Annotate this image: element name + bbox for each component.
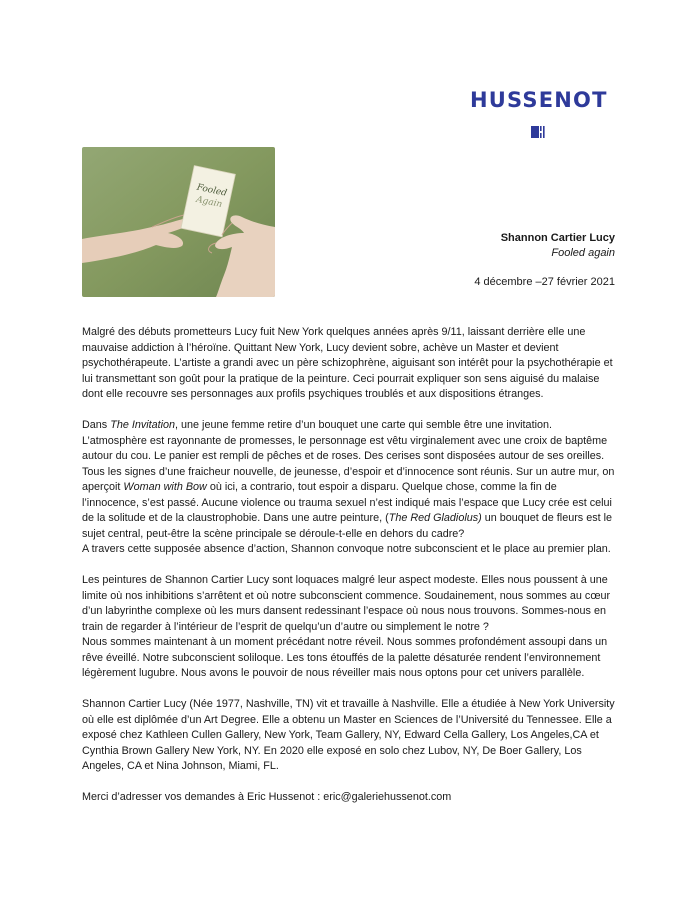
press-release-body xyxy=(82,325,616,821)
paragraph-biography: Shannon Cartier Lucy (Née 1977, Nashville, TN) vit et travaille à Nashville. Elle a étudiée à New York University où elle est diplômée d’un Art Degree. Elle a obtenu un Master en Sciences de l’Université du Tennessee. Elle a exposé chez Kathleen Cullen Gallery, New York, Team Gallery, NY, Edward Cella Gallery, Los Angeles,CA et Cynthia Brown Gallery New York, NY. En 2020 elle exposé en solo chez Lubov, NY, De Boer Gallery, Los Angeles, CA et Nina Johnson, Miami, FL. xyxy=(82,698,615,772)
exhibition-dates: 4 décembre –27 février 2021 xyxy=(474,276,615,288)
card-text-2: Again xyxy=(195,194,224,211)
exhibition-info xyxy=(474,231,615,290)
artwork-image xyxy=(82,147,275,297)
exhibition-title: Fooled again xyxy=(551,247,615,259)
paragraph-subconscious: A travers cette supposée absence d’action, Shannon convoque notre subconscient et le place au premier plan. xyxy=(82,543,611,555)
paragraph-labyrinth: Les peintures de Shannon Cartier Lucy sont loquaces malgré leur aspect modeste. Elles nous poussent à une limite où nos inhibitions s’arrêtent et où notre subconscient commence. Soudainement, nous sommes au cœur d’un labyrinthe complexe où les murs dansent redessinant l’espace où nous nous trouvons. Sommes-nous en train de regarder à l’intérieur de l’esprit de quelqu’un d’autre ou simplement le notre ? xyxy=(82,574,611,633)
gallery-logo: HUSSENOT xyxy=(470,88,608,112)
gallery-logo-mark xyxy=(531,124,547,145)
paragraph-intro: Malgré des débuts prometteurs Lucy fuit New York quelques années après 9/11, laissant derrière elle une mauvaise addiction à l’héroïne. Quittant New York, Lucy devient sobre, achève un Master et devient psychothérapeute. L’artiste a grandi avec un père schizophrène, aiguisant son intérêt pour la psychothérapie et lui transmettant son goût pour la pratique de la peinture. Ceci pourrait expliquer son sens aiguisé du malaise dont elle recouvre ses personnages aux profils psychiques troublés et aux dispositions étranges. xyxy=(82,326,613,400)
contact-line: Merci d’adresser vos demandes à Eric Hussenot : eric@galeriehussenot.com xyxy=(82,791,452,803)
paragraph-dream: Nous sommes maintenant à un moment précédant notre réveil. Nous sommes profondément assoupi dans un rêve éveillé. Notre subconscient soliloque. Les tons étouffés de la palette désaturée rendent l’environnement légèrement lugubre. Nous avons le pouvoir de nous réveiller mais nous optons pour cet univers parallèle. xyxy=(82,636,608,679)
artist-name: Shannon Cartier Lucy xyxy=(500,232,615,244)
paragraph-invitation: Dans The Invitation, une jeune femme retire d’un bouquet une carte qui semble être une invitation. L’atmosphère est rayonnante de promesses, le personnage est vêtu virginalement avec une croix de baptême autour du cou. Le panier est rempli de pêches et de roses. Des cerises sont disposées autour de ses oreilles. Tous les signes d’une fraicheur nouvelle, de jeunesse, d’espoir et d’innocence sont réunis. Sur un autre mur, on aperçoit Woman with Bow où ici, a contrario, tout espoir a disparu. Quelque chose, comme la fin de l’innocence, s’est passé. Aucune violence ou trauma sexuel n’est indiqué mais l’espace que Lucy crée est celui de la solitude et de la claustrophobie. Dans une autre peinture, (The Red Gladiolus) un bouquet de fleurs est le sujet central, peut-être la scène principale se déroule-t-elle en dehors du cadre? xyxy=(82,419,615,540)
card-text-1: Fooled xyxy=(195,182,228,199)
